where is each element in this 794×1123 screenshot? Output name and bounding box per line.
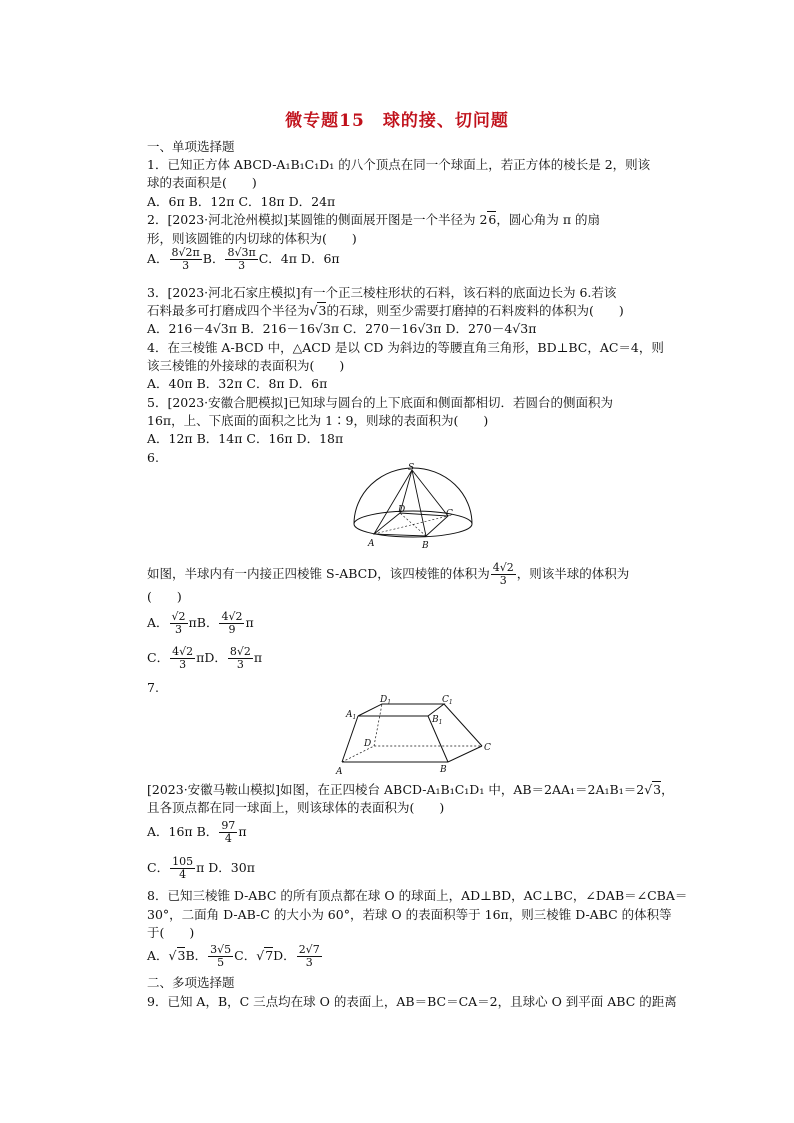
q1-options: A．6π B．12π C．18π D．24π xyxy=(147,194,336,209)
q6-options-ab xyxy=(147,611,254,636)
q6-optA-label: A． xyxy=(147,615,169,630)
q7-number: 7. xyxy=(147,680,159,695)
q8-optD-frac xyxy=(297,944,322,969)
q6-optB-pi: π xyxy=(245,615,254,630)
q7-optB-pi: π xyxy=(238,824,247,839)
q3-line2-c: 的石球，则至少需要打磨掉的石料废料的体积为( ) xyxy=(326,303,624,318)
q8-line1: 8．已知三棱锥 D-ABC 的所有顶点都在球 O 的球面上，AD⊥BD，AC⊥BC，∠DAB＝∠CBA＝ xyxy=(147,888,688,903)
q6-line2: ( ) xyxy=(147,589,182,604)
q6-line1-b: ，则该半球的体积为 xyxy=(516,566,630,581)
q6-optC-num: 4√2 xyxy=(172,645,194,658)
q2-optA-label: A． xyxy=(147,251,169,266)
q8-optA-label: A． xyxy=(147,948,169,963)
q8-optB-den: 5 xyxy=(217,956,225,969)
label-D: D xyxy=(364,739,372,749)
q6-volume-frac xyxy=(491,562,516,587)
q6-optD-label: D． xyxy=(204,650,227,665)
label-A: A xyxy=(336,767,343,777)
q6-optD-frac xyxy=(228,646,253,671)
section-heading-multi: 二、多项选择题 xyxy=(147,975,235,990)
q7-optC-num: 105 xyxy=(172,855,194,868)
q6-optD-den: 3 xyxy=(236,658,244,671)
label-D: D xyxy=(398,505,406,515)
q3-line1: 3．[2023·河北石家庄模拟]有一个正三棱柱形状的石料，该石料的底面边长为 6.若该 xyxy=(147,285,617,300)
q1-line1: 1．已知正方体 ABCD-A₁B₁C₁D₁ 的八个顶点在同一个球面上，若正方体的棱长是 2，则该 xyxy=(147,157,651,172)
q8-optD-den: 3 xyxy=(305,956,313,969)
q2-optB-frac xyxy=(225,247,257,272)
q6-optD-num: 8√2 xyxy=(229,645,251,658)
q3-line2: 石料最多可打磨成四个半径为√3的石球，则至少需要打磨掉的石料废料的体积为( ) xyxy=(147,303,624,318)
label-D1: $D_1$ xyxy=(380,695,392,706)
q6-optC-label: C． xyxy=(147,650,170,665)
q6-optA-num: √2 xyxy=(171,610,186,623)
q2-optB-den: 3 xyxy=(238,259,246,272)
q3-options: A．216－4√3π B．216－16√3π C．270－16√3π D．270－4√3π xyxy=(147,321,537,336)
q6-optB-num: 4√2 xyxy=(221,610,243,623)
q2-line1-text-c: ，圆心角为 π 的扇 xyxy=(496,212,601,227)
label-C: C xyxy=(484,743,491,753)
q7-line1: [2023·安徽马鞍山模拟]如图，在正四棱台 ABCD-A₁B₁C₁D₁ 中，AB＝2AA₁＝2A₁B₁＝2√3， xyxy=(147,782,674,797)
hemisphere-figure xyxy=(348,462,478,554)
label-B1: $B_1$ xyxy=(432,715,443,726)
q8-line3: 于( ) xyxy=(147,925,195,940)
q2-optA-den: 3 xyxy=(182,259,190,272)
q7-optB-num: 97 xyxy=(221,819,236,832)
label-C: C xyxy=(446,509,453,519)
q7-optC-den: 4 xyxy=(179,868,187,881)
q5-options: A．12π B．14π C．16π D．18π xyxy=(147,431,344,446)
q8-optA-rad: 3 xyxy=(177,948,186,963)
q2-optCD: C．4π D．6π xyxy=(258,251,340,266)
q6-optA-den: 3 xyxy=(175,623,183,636)
q5-line1: 5．[2023·安徽合肥模拟]已知球与圆台的上下底面和侧面都相切．若圆台的侧面积为 xyxy=(147,395,613,410)
label-B: B xyxy=(440,765,447,775)
q3-sqrt3: 3 xyxy=(318,303,327,318)
q7-options-cd xyxy=(147,856,255,881)
q7-options-ab xyxy=(147,820,247,845)
q8-line2: 30°，二面角 D-AB-C 的大小为 60°，若球 O 的表面积等于 16π，则三棱锥 D-ABC 的体积等 xyxy=(147,907,672,922)
q7-optC-frac xyxy=(170,856,195,881)
lateral-edges xyxy=(342,704,482,762)
q2-sqrt6: 6 xyxy=(488,212,497,227)
section-heading-single: 一、单项选择题 xyxy=(147,139,235,154)
q2-line1-text-a: 2．[2023·河北沧州模拟]某圆锥的侧面展开图是一个半径为 2 xyxy=(147,212,488,227)
q2-optB-label: B． xyxy=(202,251,225,266)
q6-volume-den: 3 xyxy=(499,574,507,587)
q6-optC-frac xyxy=(170,646,195,671)
q7-optC-rest: π D．30π xyxy=(196,860,255,875)
q6-optB-label: B． xyxy=(196,615,219,630)
q8-optC-label: C． xyxy=(234,948,257,963)
q8-options: A．√3B． $\frac{3√5}{5}$ C．√7D． $\frac{2√7}{3}$ xyxy=(147,943,320,969)
q5-line2: 16π，上、下底面的面积之比为 1∶9，则球的表面积为( ) xyxy=(147,413,489,428)
bottom-base-hidden xyxy=(342,746,482,762)
q7-sqrt3: 3 xyxy=(653,782,662,797)
q3-line2-a: 石料最多可打磨成四个半径为 xyxy=(147,303,310,318)
q6-optB-frac xyxy=(219,611,244,636)
q8-optB-label: B． xyxy=(185,948,208,963)
q2-optB-num: 8√3π xyxy=(227,246,256,259)
hemisphere-base-ellipse xyxy=(354,511,472,537)
q7-line1-a: [2023·安徽马鞍山模拟]如图，在正四棱台 ABCD-A₁B₁C₁D₁ 中，AB＝2AA₁＝2A₁B₁＝2 xyxy=(147,782,645,797)
q8-optC-rad: 7 xyxy=(265,948,274,963)
q4-options: A．40π B．32π C．8π D．6π xyxy=(147,376,328,391)
q6-optA-frac xyxy=(170,611,188,636)
q6-number: 6. xyxy=(147,450,159,465)
q8-optB-num: 3√5 xyxy=(210,943,232,956)
q6-optA-pi: π xyxy=(188,615,197,630)
q7-optC-label: C． xyxy=(147,860,170,875)
q2-line2: 形，则该圆锥的内切球的体积为( ) xyxy=(147,231,357,246)
base-square xyxy=(374,513,448,536)
q4-line1: 4．在三棱锥 A-BCD 中，△ACD 是以 CD 为斜边的等腰直角三角形，BD⊥BC，AC＝4，则 xyxy=(147,340,664,355)
q6-optC-pi: π xyxy=(196,650,205,665)
q4-line2: 该三棱锥的外接球的表面积为( ) xyxy=(147,358,345,373)
q7-line1-c: ， xyxy=(661,782,674,797)
q2-options xyxy=(147,247,340,272)
label-A1: $A_1$ xyxy=(346,710,357,721)
q6-optB-den: 9 xyxy=(228,623,236,636)
page-title: 微专题15 球的接、切问题 xyxy=(285,111,509,131)
q6-line1 xyxy=(147,562,629,587)
q6-line1-a: 如图，半球内有一内接正四棱锥 S-ABCD，该四棱锥的体积为 xyxy=(147,566,490,581)
q8-optD-label: D． xyxy=(273,948,296,963)
label-S: S xyxy=(408,463,415,473)
q8-optB-frac xyxy=(208,944,233,969)
q1-line2: 球的表面积是( ) xyxy=(147,175,257,190)
label-A: A xyxy=(368,539,375,549)
q6-options-cd xyxy=(147,646,262,671)
q7-optA: A．16π B． xyxy=(147,824,219,839)
q2-optA-frac xyxy=(170,247,202,272)
frustum-figure xyxy=(332,692,492,778)
lateral-edge-hidden xyxy=(374,704,382,746)
q6-volume-num: 4√2 xyxy=(492,561,514,574)
q8-optD-num: 2√7 xyxy=(298,943,320,956)
q7-line2: 且各顶点都在同一球面上，则该球体的表面积为( ) xyxy=(147,800,445,815)
q2-line1 xyxy=(147,212,600,228)
label-B: B xyxy=(422,541,429,551)
bottom-base-visible xyxy=(342,746,482,762)
label-C1: $C_1$ xyxy=(442,695,453,706)
q9-line1: 9．已知 A，B，C 三点均在球 O 的表面上，AB＝BC＝CA＝2，且球心 O 到平面 ABC 的距离 xyxy=(147,994,677,1009)
q6-optD-pi: π xyxy=(253,650,263,665)
q2-optA-num: 8√2π xyxy=(171,246,200,259)
q7-optB-den: 4 xyxy=(224,832,232,845)
q7-optB-frac xyxy=(219,820,237,845)
q6-optC-den: 3 xyxy=(179,658,187,671)
